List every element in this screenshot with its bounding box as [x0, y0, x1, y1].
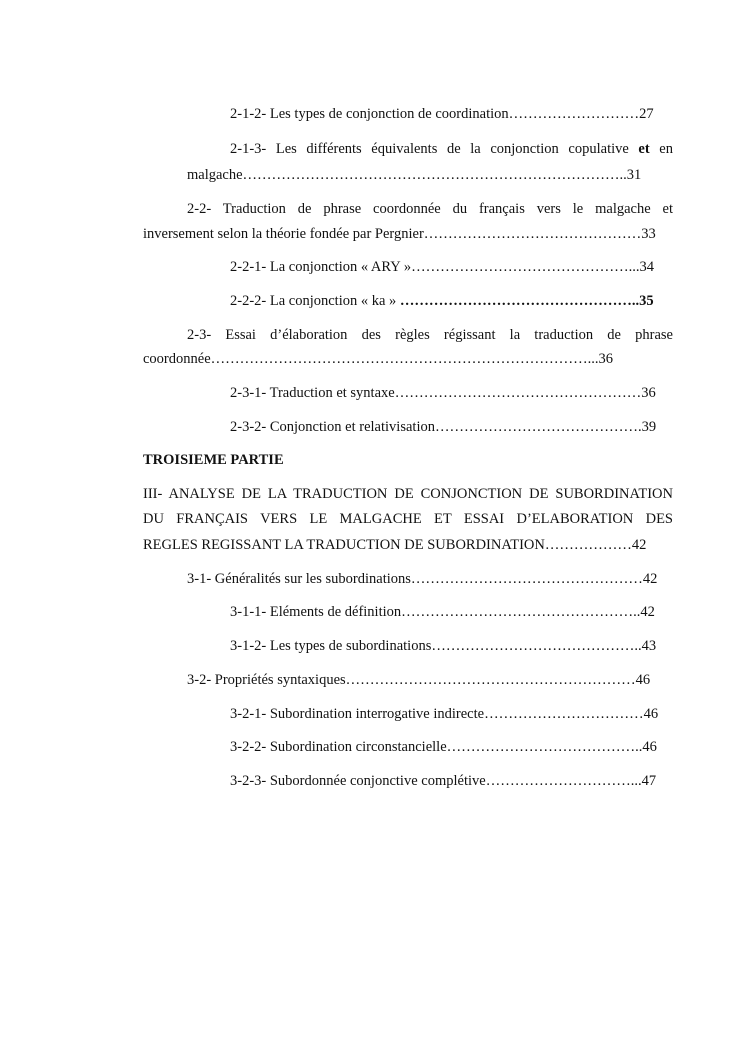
toc-entry-2-2-1: 2-2-1- La conjonction « ARY »………………………………………...34	[230, 259, 654, 275]
toc-text: en	[649, 141, 673, 157]
toc-entry-3-2-2: 3-2-2- Subordination circonstancielle…………………………………..46	[230, 739, 657, 755]
toc-entry-2-2	[143, 200, 673, 218]
toc-entry-2-1-2: 2-1-2- Les types de conjonction de coordination………………………27	[230, 106, 654, 122]
toc-text: 2-1-3- Les différents équivalents de la conjonction copulative	[230, 141, 639, 157]
toc-entry-3-2-3: 3-2-3- Subordonnée conjonctive complétive…………………………...47	[230, 773, 657, 789]
toc-bold-dots: …………………………………………..35	[399, 293, 654, 309]
toc-entry-2-3-line1: 2-3- Essai d’élaboration des règles régissant la traduction de phrase	[187, 327, 673, 343]
toc-entry-3-1-1: 3-1-1- Eléments de définition…………………………………………..42	[230, 604, 655, 620]
toc-bold-word: et	[638, 141, 650, 157]
toc-entry-2-3	[143, 326, 673, 344]
toc-entry-2-2-line1: 2-2- Traduction de phrase coordonnée du français vers le malgache et	[187, 201, 673, 217]
toc-entry-3-2-1: 3-2-1- Subordination interrogative indirecte……………………………46	[230, 706, 659, 722]
toc-entry-2-2-2	[230, 292, 654, 310]
toc-entry-2-1-3-line2: malgache……………………………………………………………………..31	[187, 167, 642, 183]
toc-entry-2-1-3-line1	[143, 140, 673, 158]
toc-entry-III-line1: III- ANALYSE DE LA TRADUCTION DE CONJONCTION DE SUBORDINATION	[143, 486, 673, 502]
toc-entry-III	[143, 485, 673, 503]
toc-entry-III-line2: DU FRANÇAIS VERS LE MALGACHE ET ESSAI D’ELABORATION DES	[143, 511, 673, 527]
toc-entry-3-2: 3-2- Propriétés syntaxiques……………………………………………………46	[187, 672, 651, 688]
toc-entry-III-b	[143, 510, 673, 528]
toc-entry-III-line3: REGLES REGISSANT LA TRADUCTION DE SUBORDINATION………………42	[143, 537, 647, 553]
toc-entry-2-3-1: 2-3-1- Traduction et syntaxe……………………………………………36	[230, 385, 656, 401]
toc-text: 2-2-2- La conjonction « ka »	[230, 293, 400, 309]
toc-entry-3-1: 3-1- Généralités sur les subordinations…………………………………………42	[187, 571, 658, 587]
toc-entry-2-3-2: 2-3-2- Conjonction et relativisation…………………………………….39	[230, 419, 657, 435]
toc-entry-2-1-3	[143, 140, 673, 158]
toc-entry-3-1-2: 3-1-2- Les types de subordinations……………………………………..43	[230, 638, 657, 654]
toc-entry-2-2-line2: inversement selon la théorie fondée par Pergnier………………………………………33	[143, 226, 656, 242]
toc-entry-2-3-line2: coordonnée……………………………………………………………………...36	[143, 351, 614, 367]
part-title: TROISIEME PARTIE	[143, 452, 284, 468]
